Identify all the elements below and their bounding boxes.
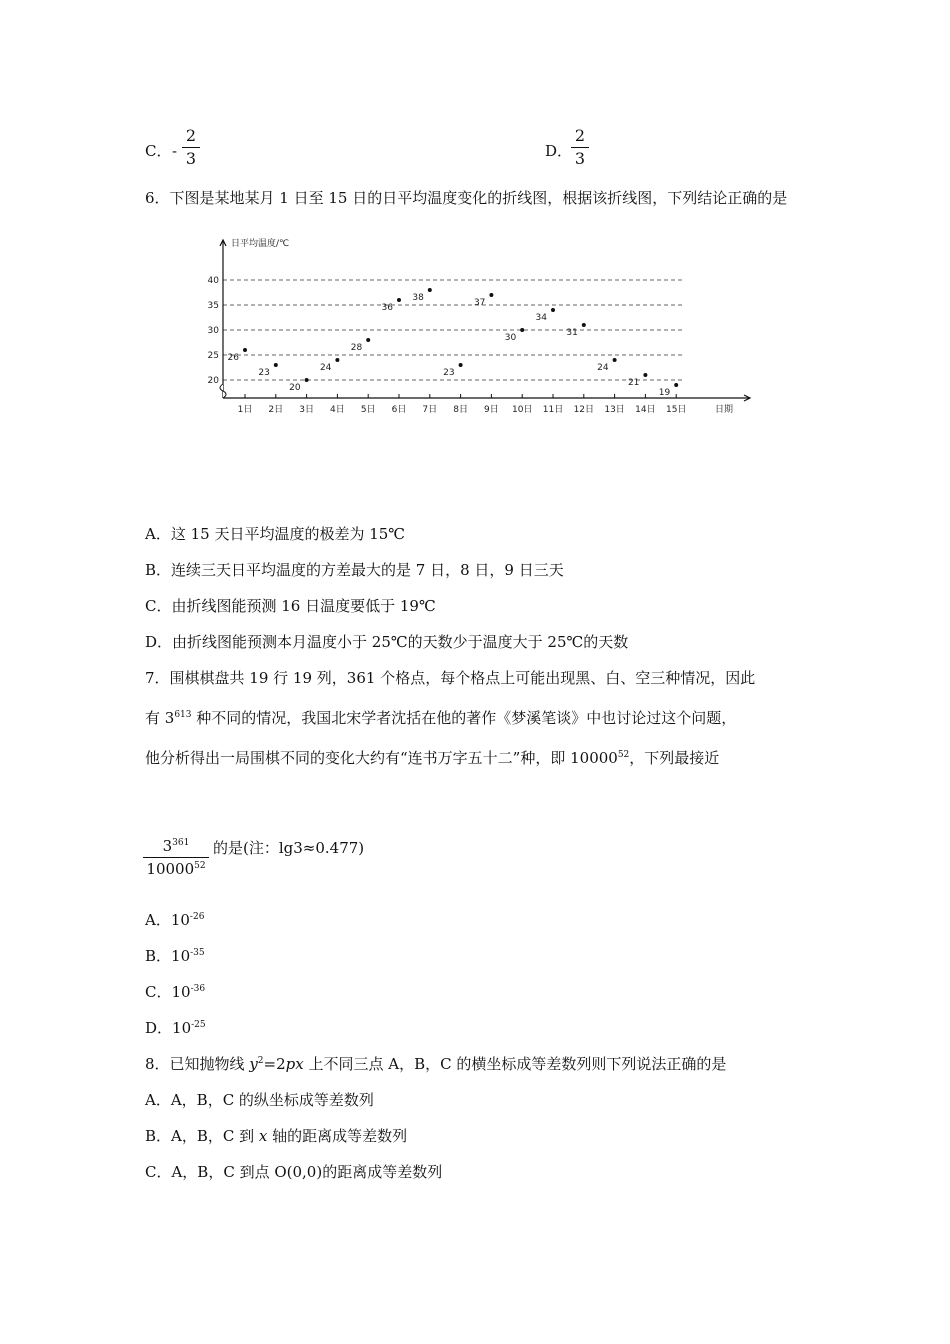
data-label: 26	[227, 353, 239, 363]
data-point	[643, 373, 647, 377]
question-7-option-d: D．$10^{-25}$	[145, 1019, 206, 1037]
question-7-option-a: A．$10^{-26}$	[145, 911, 205, 929]
x-tick-label: 1日	[237, 405, 253, 415]
data-point	[335, 358, 339, 362]
data-point	[582, 323, 586, 327]
fraction-denominator: 10000$^{52}$	[146, 860, 206, 878]
question-6-option-c: C．由折线图能预测 16 日温度要低于 19℃	[145, 597, 436, 615]
question-8-option-b: B．A，B，C 到 x 轴的距离成等差数列	[145, 1127, 408, 1145]
question-8-stem: 8．已知抛物线 $y^2=2px$ 上不同三点 A，B，C 的横坐标成等差数列则下列说法正确的是	[145, 1055, 727, 1073]
fraction-denominator: 3	[185, 149, 197, 168]
x-tick-label: 4日	[330, 405, 345, 415]
data-point	[613, 358, 617, 362]
data-point	[397, 298, 401, 302]
question-7-line-3: 他分析得出一局围棋不同的变化大约有“连书万字五十二”种，即 10000$^{52}$，下列最接近	[145, 749, 720, 767]
y-tick-label: 30	[207, 326, 219, 336]
question-6-option-b: B．连续三天日平均温度的方差最大的是 7 日，8 日，9 日三天	[145, 561, 564, 579]
data-point	[428, 288, 432, 292]
data-label: 36	[381, 303, 393, 313]
question-6-stem: 6．下图是某地某月 1 日至 15 日的日平均温度变化的折线图，根据该折线图，下列结论正确的是	[145, 189, 788, 207]
data-point	[274, 363, 278, 367]
y-tick-label: 25	[207, 351, 219, 361]
data-label: 23	[258, 368, 270, 378]
question-7-line-1: 7．围棋棋盘共 19 行 19 列，361 个格点，每个格点上可能出现黑、白、空三种情况，因此	[145, 669, 756, 687]
option-c-fraction	[182, 126, 200, 169]
data-point	[674, 383, 678, 387]
question-7-option-b: B．$10^{-35}$	[145, 947, 205, 965]
data-label: 30	[504, 333, 517, 343]
data-label: 31	[566, 328, 578, 338]
data-label: 20	[289, 383, 301, 393]
x-tick-label: 7日	[422, 405, 438, 415]
option-d-label: D．	[545, 142, 573, 160]
data-label: 37	[473, 298, 486, 308]
x-tick-label: 13日	[604, 405, 625, 415]
x-tick-label: 15日	[665, 405, 687, 415]
fraction-denominator: 3	[574, 149, 586, 168]
question-7-fraction	[143, 836, 209, 879]
data-label: 38	[412, 293, 424, 303]
option-c-sign: -	[172, 142, 178, 160]
option-d-fraction	[571, 126, 589, 169]
option-c-label: C．	[145, 142, 172, 160]
x-tick-label: 11日	[542, 405, 564, 415]
data-label: 34	[535, 313, 547, 323]
question-8-option-c: C．A，B，C 到点 O(0,0)的距离成等差数列	[145, 1163, 443, 1181]
data-label: 24	[319, 363, 332, 373]
data-point	[243, 348, 247, 352]
data-label: 23	[443, 368, 455, 378]
question-7-fraction-tail: 的是(注：lg3≈0.477)	[213, 839, 365, 857]
axis-break-icon	[220, 384, 226, 398]
x-tick-label: 3日	[299, 405, 314, 415]
data-point	[366, 338, 370, 342]
x-tick-label: 5日	[360, 405, 376, 415]
data-point	[489, 293, 493, 297]
temperature-chart	[205, 232, 765, 432]
x-tick-label: 9日	[484, 405, 499, 415]
data-label: 19	[658, 388, 671, 398]
data-point	[459, 363, 463, 367]
question-6-option-a: A．这 15 天日平均温度的极差为 15℃	[145, 525, 406, 543]
y-tick-label: 35	[207, 301, 219, 311]
fraction-numerator: 2	[574, 126, 586, 145]
x-tick-label: 12日	[573, 405, 595, 415]
x-tick-label: 6日	[391, 405, 407, 415]
question-8-option-a: A．A，B，C 的纵坐标成等差数列	[145, 1091, 374, 1109]
fraction-numerator: $3^{361}$	[162, 837, 190, 855]
x-axis-label: 日期	[715, 405, 734, 415]
question-7-option-c: C．$10^{-36}$	[145, 983, 206, 1001]
x-tick-label: 14日	[635, 405, 656, 415]
y-axis-label: 日平均温度/℃	[231, 239, 290, 249]
data-label: 21	[627, 378, 640, 388]
x-tick-label: 2日	[268, 405, 284, 415]
y-tick-label: 40	[207, 276, 219, 286]
data-point	[551, 308, 555, 312]
y-tick-label: 20	[207, 376, 219, 386]
data-point	[520, 328, 524, 332]
x-tick-label: 8日	[453, 405, 468, 415]
data-label: 24	[597, 363, 609, 373]
question-6-option-d: D．由折线图能预测本月温度小于 25℃的天数少于温度大于 25℃的天数	[145, 633, 629, 651]
question-7-line-2: 有 $3^{613}$ 种不同的情况，我国北宋学者沈括在他的著作《梦溪笔谈》中也讨论过这个问题，	[145, 709, 737, 727]
x-tick-label: 10日	[511, 405, 533, 415]
fraction-numerator: 2	[185, 126, 197, 145]
data-point	[305, 378, 309, 382]
data-label: 28	[350, 343, 363, 353]
